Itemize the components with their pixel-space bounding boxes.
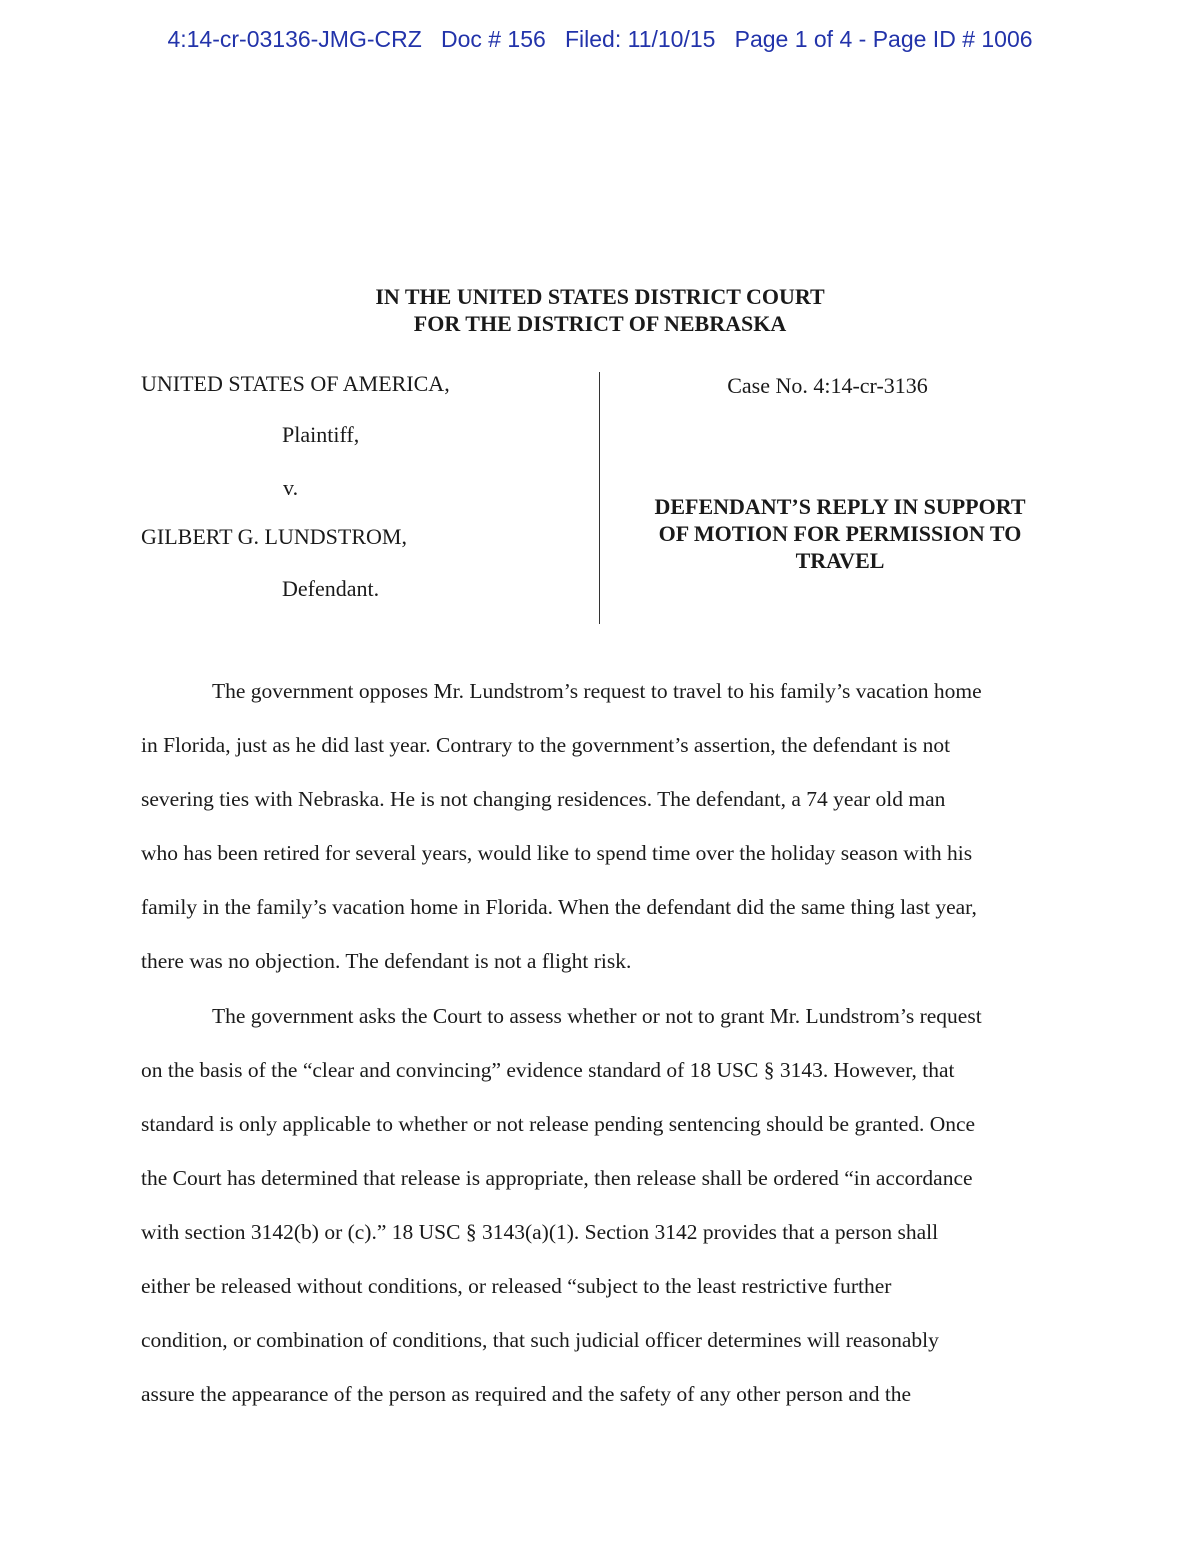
court-title — [0, 283, 1200, 337]
paragraph-line: who has been retired for several years, would like to spend time over the holiday season with his — [141, 841, 973, 865]
document-title-line: DEFENDANT’S REPLY IN SUPPORT — [654, 494, 1026, 519]
document-title-line: OF MOTION FOR PERMISSION TO — [658, 521, 1022, 546]
case-number: Case No. 4:14-cr-3136 — [727, 373, 928, 398]
paragraph-line: The government asks the Court to assess whether or not to grant Mr. Lundstrom’s request — [212, 1004, 982, 1028]
versus-label: v. — [283, 475, 299, 500]
paragraph-line: the Court has determined that release is appropriate, then release shall be ordered “in accordance — [141, 1166, 973, 1190]
paragraph-line: The government opposes Mr. Lundstrom’s request to travel to his family’s vacation home — [212, 679, 982, 703]
defendant-name: GILBERT G. LUNDSTROM, — [141, 524, 407, 549]
plaintiff-role: Plaintiff, — [282, 422, 360, 447]
paragraph-line: either be released without conditions, or released “subject to the least restrictive further — [141, 1274, 892, 1298]
paragraph-line: with section 3142(b) or (c).” 18 USC § 3143(a)(1). Section 3142 provides that a person shall — [141, 1220, 939, 1244]
court-title-line: FOR THE DISTRICT OF NEBRASKA — [413, 311, 787, 336]
paragraph-line: in Florida, just as he did last year. Contrary to the government’s assertion, the defendant is not — [141, 733, 951, 757]
court-title-line: IN THE UNITED STATES DISTRICT COURT — [375, 284, 825, 309]
caption-divider — [599, 372, 600, 624]
paragraph-line: family in the family’s vacation home in Florida. When the defendant did the same thing last year, — [141, 895, 977, 919]
document-title-line: TRAVEL — [795, 548, 885, 573]
paragraph-line: condition, or combination of conditions, that such judicial officer determines will reasonably — [141, 1328, 939, 1352]
filing-header: 4:14-cr-03136-JMG-CRZ Doc # 156 Filed: 11/10/15 Page 1 of 4 - Page ID # 1006 — [167, 26, 1033, 52]
paragraph-line: standard is only applicable to whether or not release pending sentencing should be granted. Once — [141, 1112, 976, 1136]
paragraph-line: there was no objection. The defendant is not a flight risk. — [141, 949, 632, 973]
defendant-role: Defendant. — [282, 576, 380, 601]
paragraph-line: on the basis of the “clear and convincing” evidence standard of 18 USC § 3143. However, that — [141, 1058, 955, 1082]
paragraph-line: severing ties with Nebraska. He is not changing residences. The defendant, a 74 year old man — [141, 787, 946, 811]
paragraph-line: assure the appearance of the person as required and the safety of any other person and the — [141, 1382, 912, 1406]
plaintiff-name: UNITED STATES OF AMERICA, — [141, 371, 450, 396]
document-title — [620, 493, 1060, 574]
